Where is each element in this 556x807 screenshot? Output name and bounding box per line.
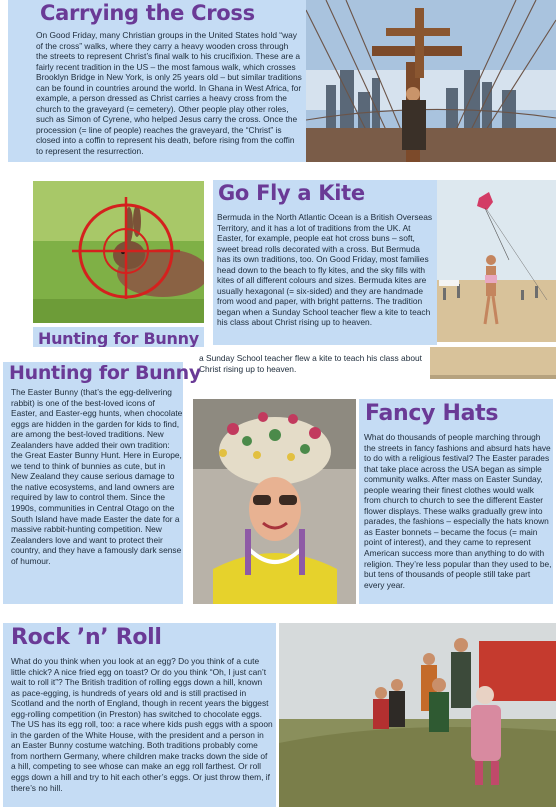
- kite-photo-remnant: [430, 347, 556, 379]
- beach-kite-photo: [437, 180, 556, 342]
- hats-body: What do thousands of people marching through the streets in fancy fashions and absurd hats have to do with a religious festival? The Easter parades that take place across the USA began as simple community walks. After mass on Easter Sunday, people wearing their finest clothes would walk from church to church to see the different Easter flower displays. These walks gradually grew into parades, the fashions – especially the hats known as Easter bonnets – became the focus (= main point of interest), and they came to represent American success more than anything to do with religion. They’re less popular than they used to be, but tens of thousands of people still take part every year.: [364, 432, 552, 590]
- easter-bonnet-photo: [193, 399, 356, 604]
- bunny-title-cut: Hunting for Bunny: [38, 329, 199, 347]
- bunny-title: Hunting for Bunny: [9, 362, 201, 384]
- bunny-body: The Easter Bunny (that’s the egg-delivering rabbit) is one of the best-loved icons of Easter, and Easter-egg hunts, when chocolate eggs are hidden in the garden for kids to find, are among the best-loved traditions. New Zealanders have added their own tradition: the Great Easter Bunny Hunt. Here in Europe, we tend to think of bunnies as cute, but in New Zealand they cause serious damage to the native ecosystems, and land owners are required by law to control them. Since the 1990s, communities in Central Otago on the South Island have made Easter the date for a massive rabbit-hunting competition. New Zealanders love and want to protect their country, and they have a famously dark sense of humour.: [11, 387, 183, 566]
- kite-body: Bermuda in the North Atlantic Ocean is a British Overseas Territory, and it has a lot of traditions from the UK. At Easter, for example, people eat hot cross buns – soft, sweet bread rolls decorated with a cross. But Bermuda has its own traditions, too. On Good Friday, most families head down to the beach to fly kites, and the sky fills with kites of all different colours and sizes. Bermuda kites are usually hexagonal (= six-sided) and they are handmade from wood and paper, with bright patterns. The tradition began when a Sunday School teacher flew a kite to teach his class about Christ rising up to heaven.: [217, 212, 433, 328]
- rabbit-crosshair-photo: [33, 181, 204, 323]
- cross-body: On Good Friday, many Christian groups in the United States hold “way of the cross” walks, where they carry a heavy wooden cross through the streets to represent Christ’s final walk to his crucifixion. These are a fairly recent tradition in the US – the most famous walk, which crosses Brooklyn Bridge in New York, is only 25 years old – but similar traditions can be found in countries around the world. In Ghana in West Africa, for example, a person dressed as Christ carries a heavy cross from the church to the graveyard (= cemetery). Other people play other roles, such as Simon of Cyrene, who helped Jesus carry the cross. Once the procession (= line of people) reaches the graveyard, the “Christ” is closed into a coffin to represent his death, before rising from the coffin to represent the resurrection.: [36, 30, 302, 157]
- rock-title: Rock ’n’ Roll: [11, 625, 162, 650]
- cross-title: Carrying the Cross: [40, 1, 255, 25]
- kite-overflow-text: a Sunday School teacher flew a kite to teach his class about Christ rising up to heaven.: [199, 353, 423, 374]
- hats-title: Fancy Hats: [365, 401, 499, 426]
- rock-body: What do you think when you look at an egg? Do you think of a cute little chick? A nice fried egg on toast? Or do you think “Oh, I just can’t wait to roll it”? The British tradition of rolling eggs down a hill, known as pace-egging, is hundreds of years old and is still practised in Scotland and the north of England, though in recent years the biggest egg-rolling competition (in Preston) has switched to chocolate eggs. The US has its egg roll, too: a race where kids push eggs with a spoon in the garden of the White House, with the president and a person in an Easter Bunny costume watching. Both traditions probably come from northern Germany, where children make tracks down the side of a hill, competing to see whose can make an egg roll farthest. Or roll eggs down a hill and try to hit each other’s eggs. Or just throw them, if there’s no hill.: [11, 656, 273, 793]
- egg-rolling-photo: [279, 623, 556, 807]
- kite-title: Go Fly a Kite: [218, 181, 365, 205]
- brooklyn-bridge-cross-photo: [306, 0, 556, 162]
